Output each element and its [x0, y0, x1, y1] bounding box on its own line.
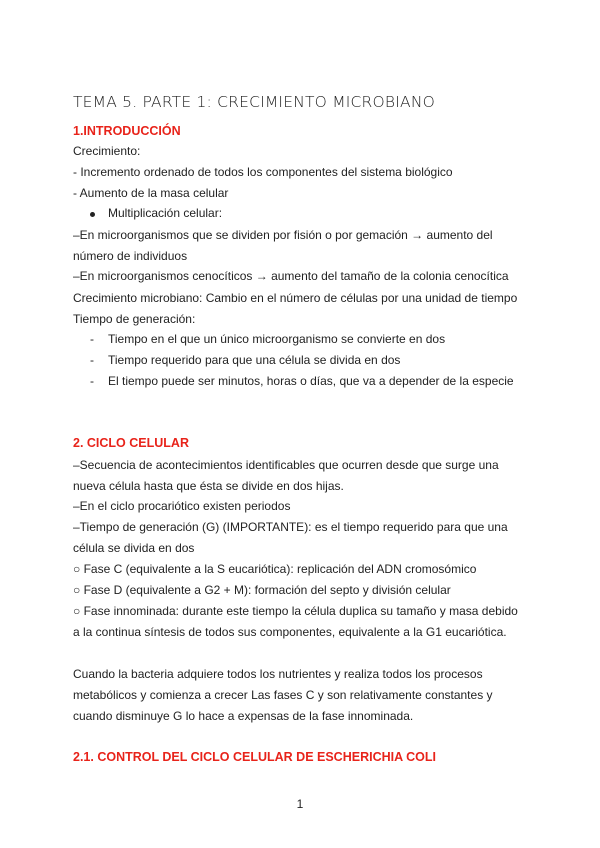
- dash-item: Tiempo requerido para que una célula se divida en dos: [108, 353, 401, 367]
- page-title: TEMA 5. PARTE 1: CRECIMIENTO MICROBIANO: [73, 93, 436, 111]
- text-line: - Aumento de la masa celular: [73, 186, 229, 200]
- text-line: célula se divida en dos: [73, 541, 195, 555]
- text-line: –Secuencia de acontecimientos identificables que ocurren desde que surge una: [73, 458, 499, 472]
- text-line: cuando disminuye G lo hace a expensas de la fase innominada.: [73, 709, 414, 723]
- text-line: metabólicos y comienza a crecer Las fases C y son relativamente constantes y: [73, 688, 493, 702]
- text-line: –En el ciclo procariótico existen periodos: [73, 499, 291, 513]
- text-line: número de individuos: [73, 249, 188, 263]
- text-line: ○ Fase C (equivalente a la S eucariótica): replicación del ADN cromosómico: [73, 562, 477, 576]
- section-heading-ciclo-celular: 2. CICLO CELULAR: [73, 436, 189, 450]
- bullet-item: Multiplicación celular:: [108, 206, 223, 220]
- text-line: –En microorganismos que se dividen por fisión o por gemación → aumento del: [73, 228, 493, 242]
- page-number: 1: [296, 797, 304, 811]
- text-line: Cuando la bacteria adquiere todos los nutrientes y realiza todos los procesos: [73, 667, 483, 681]
- text-line: ○ Fase innominada: durante este tiempo la célula duplica su tamaño y masa debido: [73, 604, 518, 618]
- text-line: nueva célula hasta que ésta se divide en dos hijas.: [73, 479, 344, 493]
- text-line: Crecimiento microbiano: Cambio en el número de células por una unidad de tiempo: [73, 291, 518, 305]
- text-line: ○ Fase D (equivalente a G2 + M): formación del septo y división celular: [73, 583, 451, 597]
- text-line: a la continua síntesis de todos sus componentes, equivalente a la G1 eucariótica.: [73, 625, 507, 639]
- dash-icon: -: [90, 332, 94, 346]
- text-line: –En microorganismos cenocíticos → aumento del tamaño de la colonia cenocítica: [73, 269, 509, 283]
- dash-icon: -: [90, 353, 94, 367]
- text-line: –Tiempo de generación (G) (IMPORTANTE): es el tiempo requerido para que una: [73, 520, 508, 534]
- dash-item: Tiempo en el que un único microorganismo se convierte en dos: [108, 332, 446, 346]
- section-heading-control-ciclo: 2.1. CONTROL DEL CICLO CELULAR DE ESCHERICHIA COLI: [73, 750, 436, 764]
- text-line: Tiempo de generación:: [73, 312, 196, 326]
- text-line: Crecimiento:: [73, 144, 141, 158]
- section-heading-introduccion: 1.INTRODUCCIÓN: [73, 124, 181, 138]
- dash-item: El tiempo puede ser minutos, horas o días, que va a depender de la especie: [108, 374, 514, 388]
- dash-icon: -: [90, 374, 94, 388]
- text-line: - Incremento ordenado de todos los componentes del sistema biológico: [73, 165, 453, 179]
- bullet-dot-icon: [90, 212, 95, 217]
